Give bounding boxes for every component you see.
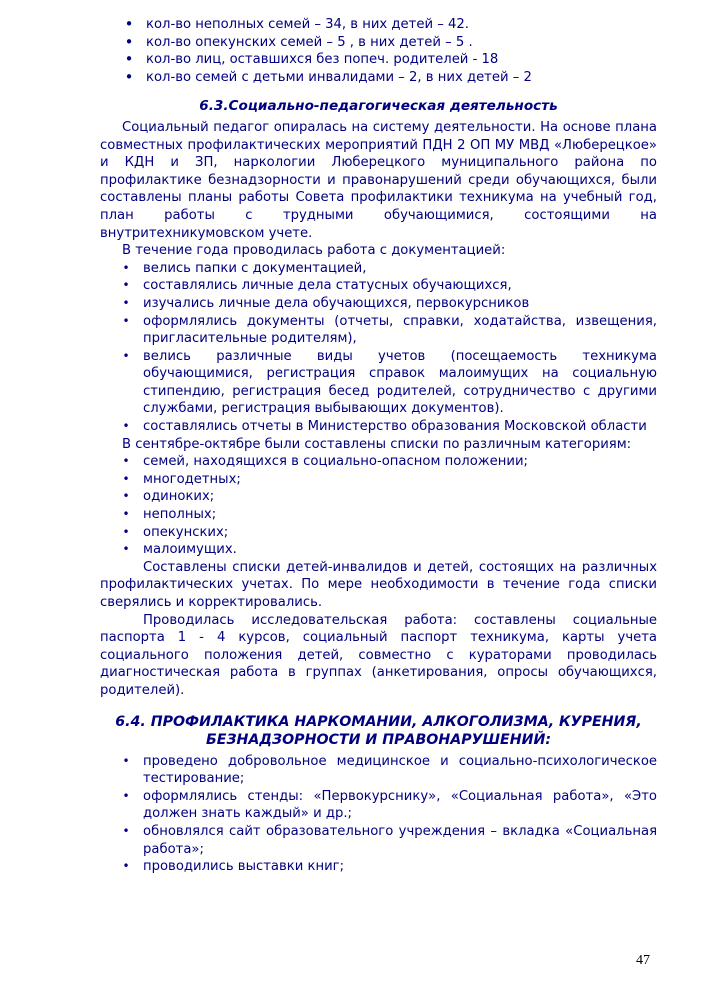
- list-item: • кол-во опекунских семей – 5 , в них детей – 5 .: [124, 32, 473, 51]
- list-item: • многодетных;: [122, 471, 241, 487]
- list-item: • неполных;: [122, 507, 217, 523]
- section-6-4-heading-line-1: 6.4. ПРОФИЛАКТИКА НАРКОМАНИИ, АЛКОГОЛИЗМА, КУРЕНИЯ,: [115, 713, 642, 730]
- page-number: 47: [636, 953, 650, 968]
- list-item: • обновлялся сайт образовательного учреждения – вкладка «Социальная работа»;: [122, 823, 657, 857]
- documentation-list: [100, 260, 657, 436]
- section-6-3-paragraph-4: Составлены списки детей-инвалидов и детей, состоящих на различных профилактических учетах. По мере необходимости в течение года списки сверялись и корректировались.: [100, 559, 657, 610]
- list-item: • одиноких;: [122, 489, 215, 505]
- section-6-3-paragraph-3: В сентябре-октябре были составлены списки по различным категориям:: [122, 436, 632, 452]
- list-item: • семей, находящихся в социально-опасном положении;: [122, 454, 528, 470]
- section-6-3-paragraph-2: В течение года проводилась работа с документацией:: [122, 243, 506, 259]
- bullet-icon: •: [124, 67, 134, 86]
- bullet-icon: •: [122, 313, 130, 328]
- bullet-icon: •: [122, 507, 130, 522]
- page-content: [100, 16, 657, 876]
- list-item: • проведено добровольное медицинское и социально-психологическое тестирование;: [122, 753, 657, 787]
- categories-list: [100, 453, 657, 559]
- section-6-4-heading-line-2: БЕЗНАДЗОРНОСТИ И ПРАВОНАРУШЕНИЙ:: [205, 731, 552, 748]
- bullet-icon: •: [122, 295, 130, 310]
- list-item: • оформлялись документы (отчеты, справки, ходатайства, извещения, пригласительные родителям),: [122, 313, 657, 347]
- list-item: • велись различные виды учетов (посещаемость техникума обучающимися, регистрация справок малоимущих на социальную стипендию, регистрация бесед родителей, сотрудничество с другими службами, регистрация выбывающих документов).: [122, 348, 657, 417]
- bullet-icon: •: [122, 471, 130, 486]
- bullet-icon: •: [122, 823, 130, 838]
- bullet-icon: •: [122, 348, 130, 363]
- bullet-icon: •: [122, 454, 130, 469]
- family-stats-list: [103, 16, 657, 86]
- section-6-3-paragraph-5: Проводилась исследовательская работа: составлены социальные паспорта 1 - 4 курсов, социальный паспорт техникума, карты учета социального положения детей, совместно с кураторами проводилась диагностическая работа в группах (анкетирования, опросы обучающихся, родителей).: [100, 612, 657, 698]
- bullet-icon: •: [122, 542, 130, 557]
- bullet-icon: •: [122, 524, 130, 539]
- section-6-4-heading: [100, 713, 657, 749]
- section-6-3-heading: 6.3.Социально-педагогическая деятельность: [199, 98, 558, 115]
- list-item: • малоимущих.: [122, 542, 237, 558]
- list-item: • проводились выставки книг;: [122, 859, 345, 875]
- list-item: • кол-во лиц, оставшихся без попеч. родителей - 18: [124, 50, 499, 69]
- list-item: • кол-во семей с детьми инвалидами – 2, в них детей – 2: [124, 67, 532, 86]
- bullet-icon: •: [124, 15, 134, 33]
- bullet-icon: •: [124, 32, 134, 51]
- bullet-icon: •: [122, 788, 130, 803]
- list-item: • велись папки с документацией,: [122, 260, 367, 276]
- list-item: • составлялись личные дела статусных обучающихся,: [122, 278, 512, 294]
- bullet-icon: •: [122, 753, 130, 768]
- list-item: • изучались личные дела обучающихся, первокурсников: [122, 295, 530, 311]
- bullet-icon: •: [122, 260, 130, 275]
- bullet-icon: •: [122, 489, 130, 504]
- bullet-icon: •: [124, 50, 134, 69]
- prevention-list: [100, 753, 657, 876]
- list-item: • кол-во неполных семей – 34, в них детей – 42.: [124, 15, 469, 33]
- bullet-icon: •: [122, 419, 130, 434]
- list-item: • оформлялись стенды: «Первокурснику», «Социальная работа», «Это должен знать каждый» и др.;: [122, 788, 657, 822]
- bullet-icon: •: [122, 859, 130, 874]
- bullet-icon: •: [122, 278, 130, 293]
- list-item: • опекунских;: [122, 524, 229, 540]
- section-6-3-paragraph-1: Социальный педагог опиралась на систему деятельности. На основе плана совместных профилактических мероприятий ПДН 2 ОП МУ МВД «Люберецкое» и КДН и ЗП, наркологии Люберецкого муниципального района по профилактике безнадзорности и правонарушений среди обучающихся, были составлены планы работы Совета профилактики техникума на учебный год, план работы с трудными обучающимися, состоящими на внутритехникумовском учете.: [100, 119, 657, 241]
- list-item: • составлялись отчеты в Министерство образования Московской области: [122, 419, 647, 435]
